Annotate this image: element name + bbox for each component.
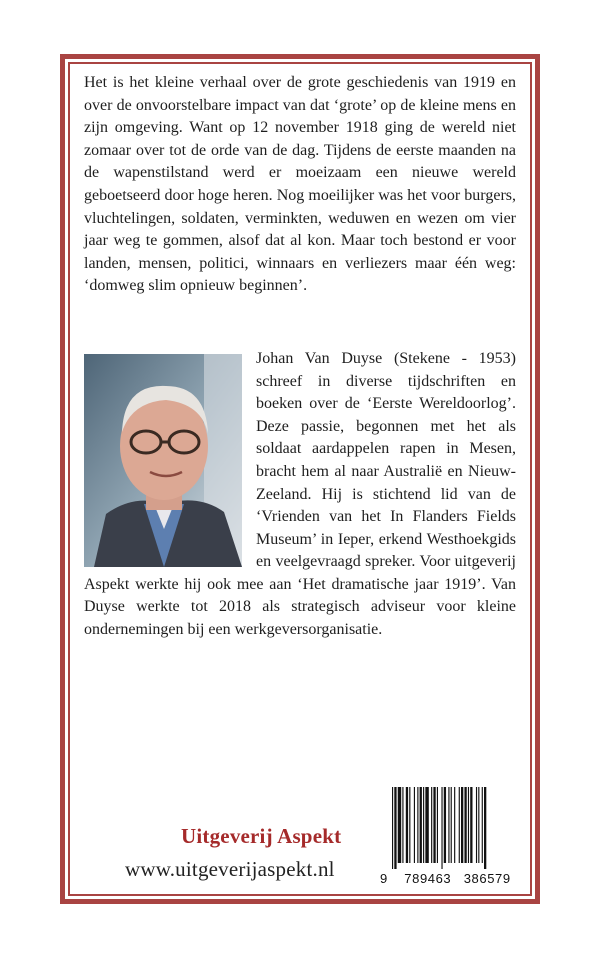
barcode-bar — [394, 787, 396, 869]
barcode-bar — [437, 787, 438, 863]
barcode-bar — [425, 787, 428, 863]
barcode-bar — [417, 787, 418, 863]
barcode-bar — [392, 787, 393, 869]
barcode-bar — [448, 787, 449, 863]
author-bio: Johan Van Duyse (Stekene - 1953) schreef in diverse tijdschriften en boeken over de ‘Eerste Wereldoorlog’. Deze passie, begonnen met het als soldaat aardappelen rapen in Mesen, bracht hem al naar Australië en Nieuw-Zeeland. Hij is stichtend lid van de ‘Vrienden van het In Flanders Fields Museum’ in Ieper, erkend Westhoekgids en veelgevraagd spreker. Voor uitgeverij Aspekt werkte hij ook mee aan ‘Het dramatische jaar 1919’. Van Duyse werkte tot 2018 als strategisch adviseur voor kleine ondernemingen bij een werkgeversorganisatie. — [84, 349, 516, 639]
barcode-bar — [431, 787, 432, 863]
barcode-bar — [461, 787, 463, 863]
barcode-bar — [420, 787, 422, 863]
isbn-barcode — [380, 787, 520, 887]
barcode-bar — [409, 787, 410, 863]
barcode-bar — [441, 787, 442, 869]
blurb-paragraph: Het is het kleine verhaal over de grote geschiedenis van 1919 en over de onvoorstelbare impact van dat ‘grote’ op de kleine mens en zijn omgeving. Want op 12 november 1918 ging de wereld niet zomaar over tot de orde van de dag. Tijdens de eerste maanden na de wapenstilstand werd er moeizaam een nieuwe wereld geboetseerd door hoge heren. Nog moeilijker was het voor burgers, vluchtelingen, soldaten, verminkten, weduwen en wezen om vier jaar weg te gommen, alsof dat al kon. Maar toch bestond er voor landen, mensen, politici, winnaars en verliezers maar één weg: ‘domweg slim opnieuw beginnen’. — [84, 74, 516, 295]
barcode-bar — [444, 787, 446, 863]
barcode-bars — [392, 787, 516, 869]
barcode-bar — [478, 787, 479, 863]
barcode-bar — [451, 787, 452, 863]
barcode-bar — [484, 787, 486, 869]
publisher-website[interactable]: www.uitgeverijaspekt.nl — [125, 857, 335, 881]
author-photo — [84, 354, 242, 567]
author-portrait-icon — [84, 354, 242, 567]
back-cover-content — [84, 72, 516, 642]
barcode-bar — [423, 787, 424, 863]
barcode-group-1: 789463 — [404, 871, 452, 886]
publisher-name: Uitgeverij Aspekt — [181, 824, 342, 848]
barcode-bar — [482, 787, 483, 863]
barcode-bar — [464, 787, 466, 863]
barcode-group-2: 386579 — [463, 871, 511, 886]
barcode-bar — [454, 787, 455, 863]
barcode-bar — [459, 787, 460, 863]
barcode-bar — [414, 787, 415, 863]
author-section — [84, 348, 516, 642]
barcode-bar — [406, 787, 408, 863]
barcode-lead-digit: 9 — [380, 871, 388, 886]
barcode-bar — [402, 787, 403, 863]
barcode-bar — [398, 787, 401, 863]
barcode-bar — [468, 787, 469, 863]
barcode-bar — [470, 787, 472, 863]
barcode-bar — [476, 787, 477, 863]
barcode-number — [380, 871, 520, 886]
barcode-bar — [433, 787, 435, 863]
